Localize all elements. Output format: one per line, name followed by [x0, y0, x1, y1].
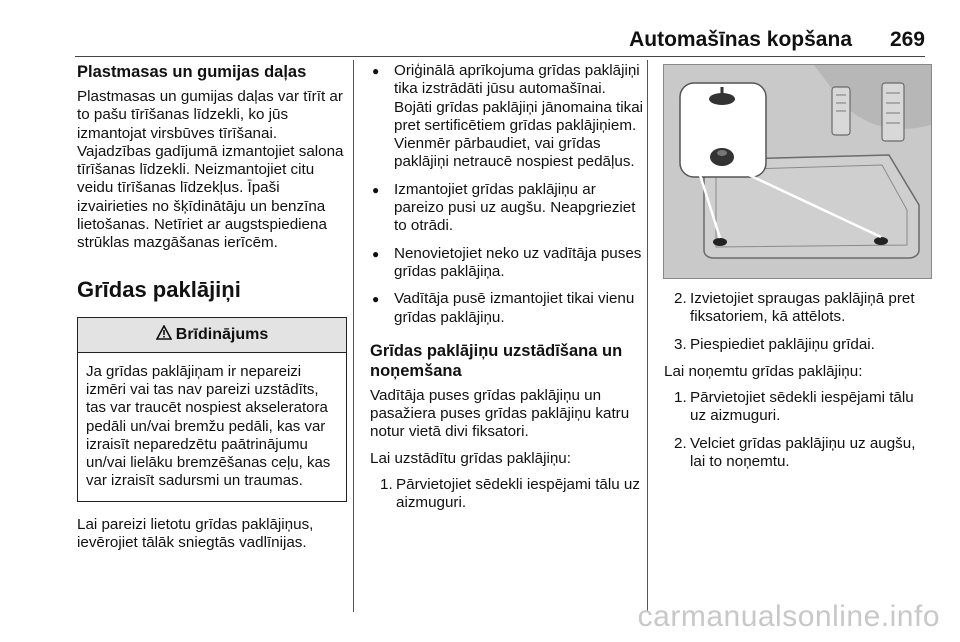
list-item: 3. Piespiediet paklājiņu grīdai. — [674, 335, 875, 353]
warning-title: Brīdinājums — [175, 325, 269, 343]
header-rule — [75, 56, 925, 57]
install-steps — [370, 476, 645, 513]
guideline-list — [370, 62, 645, 327]
warning-triangle-icon — [156, 325, 172, 345]
column-1 — [77, 62, 347, 560]
column-3 — [664, 290, 929, 480]
list-item: ● Oriģinālā aprīkojuma grīdas paklājiņi tika izstrādāti jūsu automašīnai. Bojāti grīdas paklājiņi jānomaina tikai pret sertificētiem grīdas paklājiņiem. Vienmēr pārbaudiet, vai grīdas paklājiņi netraucē nospiest pedāļus. — [370, 62, 645, 172]
list-item: 2. Izvietojiet spraugas paklājiņā pret fiksatoriem, kā attēlots. — [674, 290, 915, 326]
page-header — [0, 28, 960, 58]
warning-header — [78, 318, 346, 353]
heading-plastic-rubber: Plastmasas un gumijas daļas — [77, 63, 307, 81]
paragraph-plastic-rubber: Plastmasas un gumijas daļas var tīrīt ar to pašu tīrīšanas līdzekli, ko jūs izmantojat virsbūves tīrīšanai. Vajadzības gadījumā izmantojiet salona tīrīšanas līdzekli. Neizmantojiet citu veidu tīrīšanas līdzekļus. Īpaši izvairieties no šķīdinātāju un benzīna lietošanas. Netīriet ar augstspiediena strūklas mazgāšanas ierīcēm. — [77, 88, 344, 252]
list-item: 2. Velciet grīdas paklājiņu uz augšu, lai to noņemtu. — [674, 434, 916, 471]
column-divider-left — [353, 60, 354, 612]
heading-install-remove: Grīdas paklājiņu uzstādīšana un noņemšana — [370, 341, 623, 380]
list-item: ● Izmantojiet grīdas paklājiņu ar pareizo pusi uz augšu. Neapgrieziet to otrādi. — [370, 181, 645, 236]
column-divider-right — [647, 60, 648, 612]
paragraph-remove-lead: Lai noņemtu grīdas paklājiņu: — [664, 362, 863, 380]
paragraph-guidelines: Lai pareizi lietotu grīdas paklājiņus, ievērojiet tālāk sniegtās vadlīnijas. — [77, 515, 314, 552]
page-number: 269 — [889, 28, 925, 51]
install-steps-continued — [664, 290, 929, 354]
list-item: ● Nenovietojiet neko uz vadītāja puses grīdas paklājiņa. — [370, 245, 645, 282]
watermark: carmanualsonline.info — [637, 600, 940, 633]
column-2 — [370, 62, 645, 522]
paragraph-install-lead: Lai uzstādītu grīdas paklājiņu: — [370, 449, 571, 467]
list-item: ● Vadītāja pusē izmantojiet tikai vienu grīdas paklājiņu. — [370, 290, 645, 327]
paragraph-retainers: Vadītāja puses grīdas paklājiņu un pasažiera puses grīdas paklājiņu katru notur vietā divi fiksatori. — [370, 386, 630, 441]
heading-floor-mats: Grīdas paklājiņi — [77, 276, 241, 302]
warning-box — [77, 317, 347, 502]
list-item: 1. Pārvietojiet sēdekli iespējami tālu uz aizmuguri. — [380, 476, 640, 512]
list-item: 1. Pārvietojiet sēdekli iespējami tālu uz aizmuguri. — [674, 389, 914, 425]
warning-text: Ja grīdas paklājiņam ir nepareizi izmēri vai tas nav pareizi uzstādīts, tas var traucēt nospiest akseleratora pedāli un/vai bremžu pedāli, kas var izraisīt neparedzētu paātrinājumu un/vai lielāku bremzēšanas ceļu, kas var izraisīt sadursmi un traumas. — [86, 362, 331, 490]
floor-mat-illustration — [663, 64, 932, 279]
running-title: Automašīnas kopšana — [629, 28, 852, 51]
remove-steps — [664, 389, 929, 471]
